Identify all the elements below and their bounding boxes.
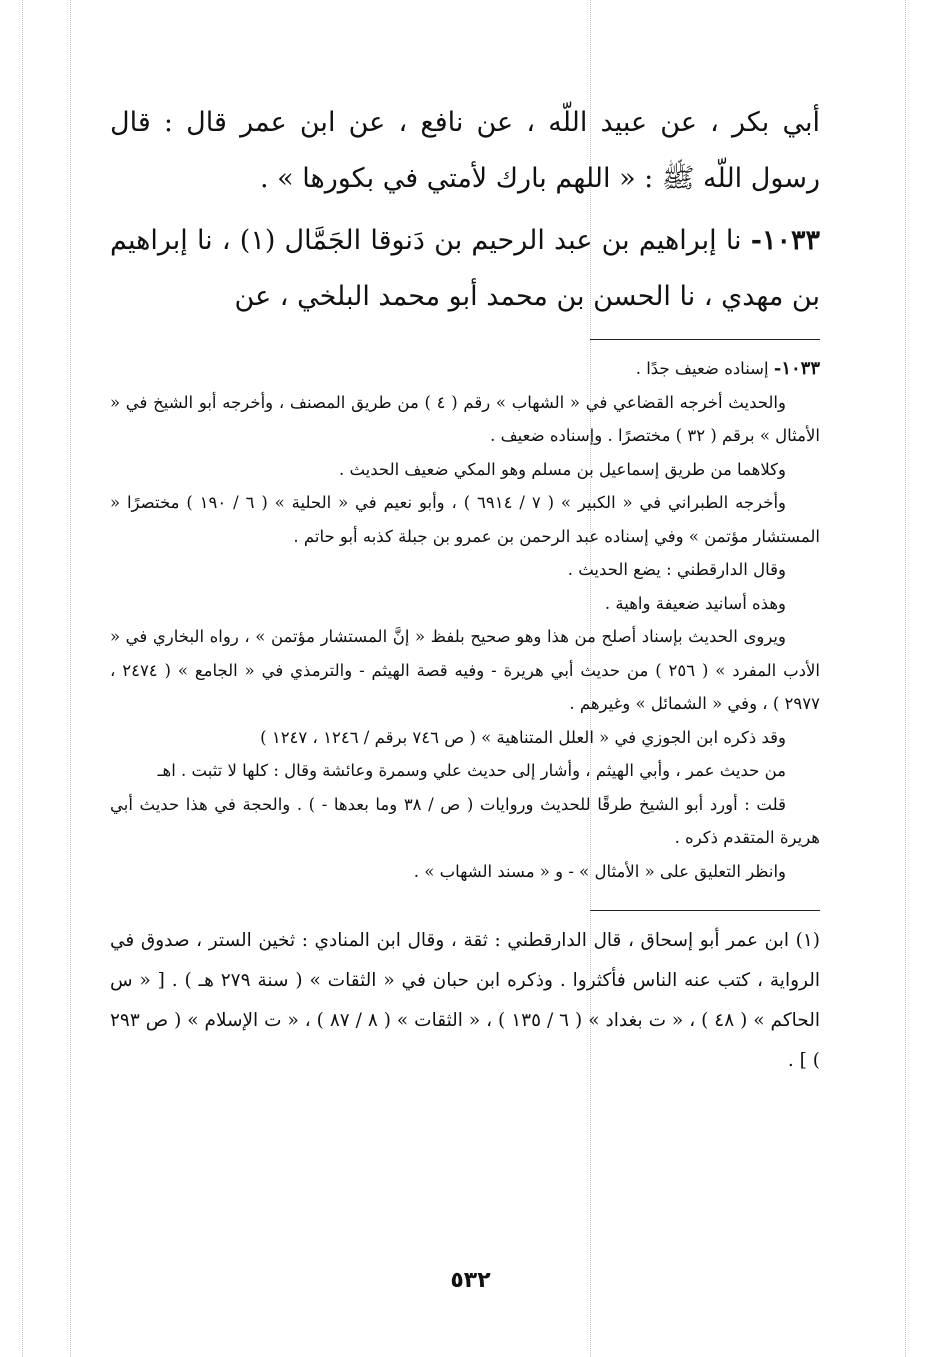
- main-paragraph-2: [110, 213, 820, 325]
- commentary-paragraph: وقال الدارقطني : يضع الحديث .: [567, 560, 786, 579]
- footnote-separator: [590, 910, 820, 911]
- commentary-paragraph: قلت : أورد أبو الشيخ طرقًا للحديث وروايات ( ص / ٣٨ وما بعدها - ) . والحجة في هذا حديث أبي هريرة المتقدم ذكره .: [110, 794, 820, 847]
- footnote: (١) ابن عمر أبو إسحاق ، قال الدارقطني : ثقة ، وقال ابن المنادي : ثخين الستر ، صدوق في الرواية ، كتب عنه الناس فأكثروا . وذكره ابن حبان في « الثقات » ( سنة ٢٧٩ هـ ) . [ « س الحاكم » ( ٤٨ ) ، « ت بغداد » ( ٦ / ١٣٥ ) ، « الثقات » ( ٨ / ٨٧ ) ، « ت الإسلام » ( ص ٢٩٣ ) ] .: [110, 930, 821, 1071]
- footnotes: [110, 921, 820, 1081]
- main-paragraph-2-text: نا إبراهيم بن عبد الرحيم بن دَنوقا الجَمَّال (١) ، نا إبراهيم بن مهدي ، نا الحسن بن محمد أبو محمد البلخي ، عن: [110, 225, 820, 312]
- page-body: [110, 95, 820, 1081]
- scan-guide-line: [70, 0, 71, 1357]
- commentary-head: [110, 352, 820, 386]
- commentary-paragraph: والحديث أخرجه القضاعي في « الشهاب » رقم ( ٤ ) من طريق المصنف ، وأخرجه أبو الشيخ في « الأمثال » برقم ( ٣٢ ) مختصرًا . وإسناده ضعيف .: [110, 392, 820, 445]
- hadith-number: ١٠٣٣-: [750, 225, 820, 256]
- scan-guide-line: [905, 0, 906, 1357]
- main-paragraph-1: أبي بكر ، عن عبيد اللّه ، عن نافع ، عن ابن عمر قال : قال رسول اللّه ﷺ : « اللهم بارك لأمتي في بكورها » .: [110, 107, 820, 194]
- commentary-number: ١٠٣٣-: [773, 358, 820, 379]
- commentary-head-text: إسناده ضعيف جدًا .: [635, 359, 774, 378]
- commentary-paragraph: وأخرجه الطبراني في « الكبير » ( ٧ / ٦٩١٤ ) ، وأبو نعيم في « الحلية » ( ٦ / ١٩٠ ) مختصرًا « المستشار مؤتمن » وفي إسناده عبد الرحمن بن عمرو بن جبلة كذبه أبو حاتم .: [110, 493, 820, 546]
- commentary-paragraph: ويروى الحديث بإسناد أصلح من هذا وهو صحيح بلفظ « إنَّ المستشار مؤتمن » ، رواه البخاري في « الأدب المفرد » ( ٢٥٦ ) من حديث أبي هريرة - وفيه قصة الهيثم - والترمذي في « الجامع » ( ٢٤٧٤ ، ٢٩٧٧ ) ، وفي « الشمائل » وغيرهم .: [110, 627, 820, 713]
- commentary-separator: [590, 339, 820, 340]
- scan-guide-line: [22, 0, 23, 1357]
- commentary-paragraph: وهذه أسانيد ضعيفة واهية .: [604, 593, 786, 613]
- commentary-paragraph: وقد ذكره ابن الجوزي في « العلل المتناهية » ( ص ٧٤٦ برقم / ١٢٤٦ ، ١٢٤٧ ): [260, 727, 786, 747]
- commentary-paragraph: من حديث عمر ، وأبي الهيثم ، وأشار إلى حديث علي وسمرة وعائشة وقال : كلها لا تثبت . اهـ: [157, 761, 786, 780]
- main-text: [110, 95, 820, 325]
- commentary-paragraph: وانظر التعليق على « الأمثال » - و « مسند الشهاب » .: [413, 861, 786, 881]
- commentary: [110, 352, 820, 888]
- page-number: ٥٣٢: [450, 1268, 491, 1293]
- commentary-paragraph: وكلاهما من طريق إسماعيل بن مسلم وهو المكي ضعيف الحديث .: [338, 459, 786, 479]
